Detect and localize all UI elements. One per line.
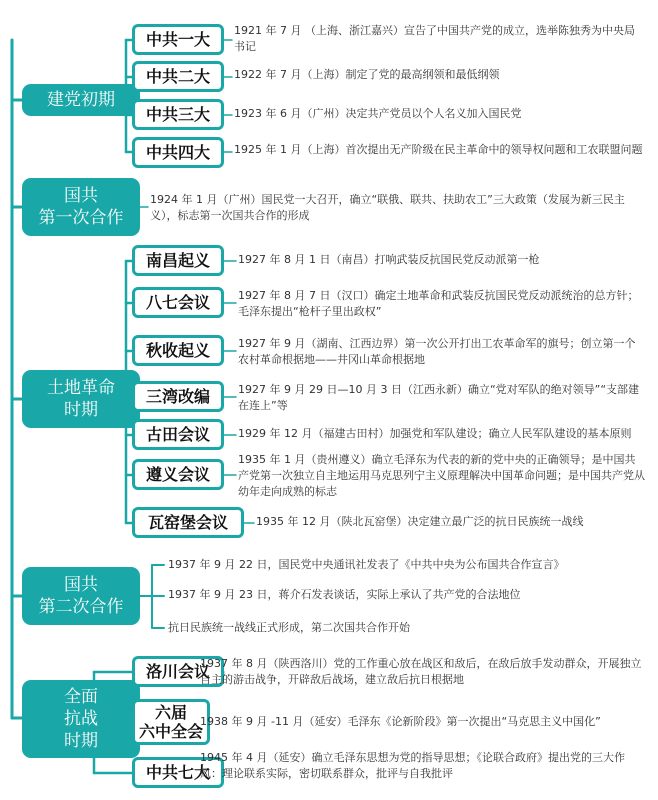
event-label: 中共一大 — [145, 30, 210, 49]
category-title-line: 抗战 — [64, 709, 98, 729]
category-title-line: 建党初期 — [47, 90, 115, 110]
event-desc: 1935 年 1 月（贵州遵义）确立毛泽东为代表的新的党中央的正确领导；是中国共产党第一次独立自主地运用马克思列宁主义原理解决中国革命问题；是中国共产党从幼年走向成熟的标志 — [238, 453, 645, 498]
category-party-founding — [22, 84, 140, 116]
event-box-4th-congress — [132, 137, 224, 168]
category-title-line: 国共 — [64, 575, 98, 595]
category-title-line: 时期 — [64, 400, 98, 420]
event-label: 八七会议 — [145, 293, 210, 312]
event-box-3rd-congress — [132, 99, 224, 130]
category-title-line: 第二次合作 — [38, 597, 124, 617]
cooperation-desc: 1937 年 9 月 23 日，蒋介石发表谈话，实际上承认了共产党的合法地位 — [168, 588, 521, 601]
event-label: 中共七大 — [145, 763, 210, 782]
event-box-1st-congress — [132, 24, 224, 55]
event-label: 六届 — [154, 703, 187, 722]
event-box-nanchang-uprising — [132, 245, 224, 276]
event-box-sanwan-reorganization — [132, 381, 224, 412]
event-label: 古田会议 — [145, 425, 210, 444]
cooperation-desc: 1924 年 1 月（广州）国民党一大召开，确立“联俄、联共、扶助农工”三大政策（发展为新三民主义），标志第一次国共合作的形成 — [150, 193, 625, 222]
event-label: 遵义会议 — [145, 465, 210, 484]
event-desc: 1937 年 8 月（陕西洛川）党的工作重心放在战区和敌后，在敌后放手发动群众，开展独立自主的游击战争，开辟敌后战场，建立敌后抗日根据地 — [200, 657, 642, 686]
category-title-line: 土地革命 — [47, 378, 115, 398]
event-label: 中共二大 — [145, 67, 210, 86]
event-desc: 1927 年 9 月（湖南、江西边界）第一次公开打出工农革命军的旗号；创立第一个农村革命根据地——井冈山革命根据地 — [238, 337, 636, 366]
event-label: 瓦窑堡会议 — [147, 513, 228, 532]
event-desc: 1938 年 9 月 -11 月（延安）毛泽东《论新阶段》第一次提出“马克思主义中国化” — [200, 715, 601, 728]
event-box-autumn-harvest-uprising — [132, 335, 224, 366]
category-second-kmt-cpc-cooperation — [22, 567, 140, 625]
event-desc: 1923 年 6 月（广州）决定共产党员以个人名义加入国民党 — [234, 107, 522, 120]
event-label: 三湾改编 — [145, 387, 210, 406]
event-desc: 1927 年 9 月 29 日—10 月 3 日（江西永新）确立“党对军队的绝对领导”“支部建在连上”等 — [238, 383, 640, 412]
event-box-gutian-conference — [132, 419, 224, 450]
event-desc: 1929 年 12 月（福建古田村）加强党和军队建设；确立人民军队建设的基本原则 — [238, 427, 632, 440]
event-box-august-seventh-meeting — [132, 287, 224, 318]
category-title-line: 时期 — [64, 731, 98, 751]
cooperation-desc: 1937 年 9 月 22 日，国民党中央通讯社发表了《中共中央为公布国共合作宣言》 — [168, 558, 565, 571]
event-desc: 1935 年 12 月（陕北瓦窑堡）决定建立最广泛的抗日民族统一战线 — [256, 515, 584, 528]
event-label: 洛川会议 — [145, 662, 210, 681]
event-label: 中共三大 — [145, 105, 210, 124]
category-first-kmt-cpc-cooperation — [22, 178, 140, 236]
event-box-2nd-congress — [132, 61, 224, 92]
event-box-zunyi-conference — [132, 459, 224, 490]
event-box-wayaobao-conference — [132, 507, 244, 538]
event-desc: 1921 年 7 月 （上海、浙江嘉兴）宣告了中国共产党的成立，选举陈独秀为中央局书记 — [234, 24, 635, 53]
category-full-scale-war-of-resistance — [22, 680, 140, 758]
event-desc: 1922 年 7 月（上海）制定了党的最高纲领和最低纲领 — [234, 68, 500, 81]
category-title-line: 全面 — [64, 687, 98, 707]
event-label: 秋收起义 — [145, 341, 210, 360]
event-desc: 1925 年 1 月（上海）首次提出无产阶级在民主革命中的领导权问题和工农联盟问题 — [234, 143, 643, 156]
event-desc: 1927 年 8 月 1 日（南昌）打响武装反抗国民党反动派第一枪 — [238, 253, 540, 266]
event-label: 六中全会 — [138, 722, 203, 741]
event-desc: 1945 年 4 月（延安）确立毛泽东思想为党的指导思想；《论联合政府》提出党的三大作风：理论联系实际，密切联系群众，批评与自我批评 — [200, 751, 625, 780]
event-desc: 1927 年 8 月 7 日（汉口）确定土地革命和武装反抗国民党反动派统治的总方针；毛泽东提出“枪杆子里出政权” — [238, 289, 639, 318]
category-title-line: 国共 — [64, 186, 98, 206]
category-title-line: 第一次合作 — [38, 208, 124, 228]
category-agrarian-revolution — [22, 370, 140, 428]
event-label: 南昌起义 — [145, 251, 210, 270]
cooperation-desc: 抗日民族统一战线正式形成，第二次国共合作开始 — [168, 621, 410, 634]
event-box-sixth-plenary-session — [132, 699, 210, 745]
event-label: 中共四大 — [145, 143, 210, 162]
